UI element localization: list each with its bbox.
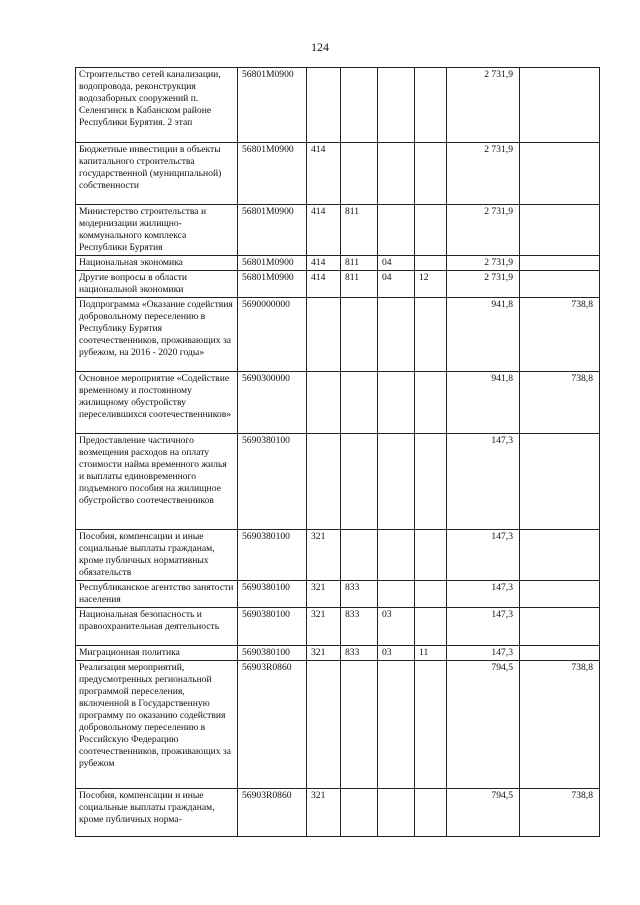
row-col-b [341, 789, 378, 837]
row-code: 5690300000 [238, 372, 307, 434]
row-col-d [415, 434, 447, 530]
row-code: 5690000000 [238, 298, 307, 372]
row-name: Пособия, компенсации и иные социальные выплаты гражданам, кроме публичных нормативных обязательств [76, 530, 238, 581]
row-col-c [378, 372, 415, 434]
row-code: 56801M0900 [238, 205, 307, 256]
row-code: 5690380100 [238, 608, 307, 646]
row-value-2 [520, 581, 600, 608]
row-col-c [378, 434, 415, 530]
row-code: 56903R0860 [238, 661, 307, 789]
row-col-c [378, 298, 415, 372]
row-code: 56801M0900 [238, 143, 307, 205]
row-code: 56903R0860 [238, 789, 307, 837]
row-col-c: 04 [378, 271, 415, 298]
row-col-b [341, 661, 378, 789]
row-value-2 [520, 143, 600, 205]
row-col-d [415, 372, 447, 434]
row-col-d [415, 581, 447, 608]
row-code: 5690380100 [238, 530, 307, 581]
row-col-a: 321 [307, 530, 341, 581]
row-code: 56801M0900 [238, 256, 307, 271]
table-row [76, 434, 600, 530]
row-col-a: 414 [307, 205, 341, 256]
row-col-a: 321 [307, 646, 341, 661]
row-value-2 [520, 68, 600, 143]
row-value-1: 147,3 [447, 530, 520, 581]
row-col-b [341, 68, 378, 143]
row-col-a [307, 68, 341, 143]
row-value-2: 738,8 [520, 661, 600, 789]
row-name: Министерство строительства и модернизации жилищно-коммунального комплекса Республики Бурятия [76, 205, 238, 256]
row-col-b: 833 [341, 581, 378, 608]
row-name: Другие вопросы в области национальной экономики [76, 271, 238, 298]
row-value-1: 2 731,9 [447, 68, 520, 143]
table-row [76, 256, 600, 271]
table-row [76, 68, 600, 143]
row-col-c [378, 143, 415, 205]
row-name: Подпрограмма «Оказание содействия добровольному переселению в Республику Бурятия соотечественников, проживающих за рубежом, на 2016 - 2020 годы» [76, 298, 238, 372]
row-name: Национальная безопасность и правоохранительная деятельность [76, 608, 238, 646]
row-col-d [415, 298, 447, 372]
page-number: 124 [311, 40, 329, 54]
row-col-d [415, 661, 447, 789]
row-code: 5690380100 [238, 434, 307, 530]
table-row [76, 646, 600, 661]
row-value-1: 2 731,9 [447, 256, 520, 271]
row-value-2 [520, 205, 600, 256]
row-col-b: 811 [341, 271, 378, 298]
row-value-2 [520, 646, 600, 661]
row-value-2 [520, 608, 600, 646]
row-col-d [415, 205, 447, 256]
row-name: Основное мероприятие «Содействие временному и постоянному жилищному обустройству переселившихся соотечественников» [76, 372, 238, 434]
table-row [76, 205, 600, 256]
table-row [76, 789, 600, 837]
row-name: Миграционная политика [76, 646, 238, 661]
row-name: Республиканское агентство занятости населения [76, 581, 238, 608]
row-col-d: 12 [415, 271, 447, 298]
row-name: Бюджетные инвестиции в объекты капитального строительства государственной (муниципальной) собственности [76, 143, 238, 205]
row-col-b [341, 143, 378, 205]
table-row [76, 372, 600, 434]
row-col-b: 833 [341, 608, 378, 646]
row-col-b [341, 434, 378, 530]
table-row [76, 298, 600, 372]
row-col-b: 811 [341, 205, 378, 256]
row-col-a [307, 661, 341, 789]
row-code: 5690380100 [238, 646, 307, 661]
row-name: Национальная экономика [76, 256, 238, 271]
row-value-2: 738,8 [520, 298, 600, 372]
row-name: Реализация мероприятий, предусмотренных региональной программой переселения, включенной в Государственную программу по оказанию содействия добровольному переселению в Российскую Федерацию соотечественников, проживающих за рубежом [76, 661, 238, 789]
row-col-c: 03 [378, 608, 415, 646]
row-col-c [378, 68, 415, 143]
table-row [76, 581, 600, 608]
row-name: Предоставление частичного возмещения расходов на оплату стоимости найма временного жилья и выплаты единовременного подъемного пособия на жилищное обустройство соотечественников [76, 434, 238, 530]
row-col-a: 321 [307, 789, 341, 837]
row-value-1: 2 731,9 [447, 271, 520, 298]
row-name: Пособия, компенсации и иные социальные выплаты гражданам, кроме публичных норма- [76, 789, 238, 837]
row-value-2 [520, 256, 600, 271]
row-value-2 [520, 434, 600, 530]
row-value-1: 2 731,9 [447, 205, 520, 256]
row-name: Строительство сетей канализации, водопровода, реконструкция водозаборных сооружений п. Селенгинск в Кабанском районе Республики Бурятия. 2 этап [76, 68, 238, 143]
row-col-d: 11 [415, 646, 447, 661]
row-col-a: 321 [307, 581, 341, 608]
row-col-d [415, 256, 447, 271]
row-value-1: 147,3 [447, 646, 520, 661]
row-col-b [341, 530, 378, 581]
row-col-c [378, 581, 415, 608]
row-col-a: 321 [307, 608, 341, 646]
row-col-b [341, 298, 378, 372]
row-col-c: 03 [378, 646, 415, 661]
row-code: 56801M0900 [238, 271, 307, 298]
row-col-b: 833 [341, 646, 378, 661]
row-col-c [378, 661, 415, 789]
row-col-c: 04 [378, 256, 415, 271]
row-col-d [415, 68, 447, 143]
row-value-1: 2 731,9 [447, 143, 520, 205]
row-value-2: 738,8 [520, 372, 600, 434]
table-row [76, 608, 600, 646]
row-col-b [341, 372, 378, 434]
row-value-1: 147,3 [447, 581, 520, 608]
row-value-1: 794,5 [447, 789, 520, 837]
row-col-b: 811 [341, 256, 378, 271]
row-value-2 [520, 271, 600, 298]
table-row [76, 661, 600, 789]
row-col-a [307, 372, 341, 434]
row-code: 56801M0900 [238, 68, 307, 143]
row-value-2 [520, 530, 600, 581]
row-col-c [378, 789, 415, 837]
row-col-a [307, 434, 341, 530]
row-value-1: 794,5 [447, 661, 520, 789]
row-value-2: 738,8 [520, 789, 600, 837]
row-col-a: 414 [307, 256, 341, 271]
table-row [76, 530, 600, 581]
row-value-1: 147,3 [447, 608, 520, 646]
row-col-d [415, 789, 447, 837]
row-col-a [307, 298, 341, 372]
table-row [76, 143, 600, 205]
row-col-d [415, 530, 447, 581]
row-col-d [415, 608, 447, 646]
row-value-1: 147,3 [447, 434, 520, 530]
row-col-c [378, 530, 415, 581]
row-col-a: 414 [307, 271, 341, 298]
row-col-c [378, 205, 415, 256]
row-value-1: 941,8 [447, 372, 520, 434]
row-col-d [415, 143, 447, 205]
row-value-1: 941,8 [447, 298, 520, 372]
budget-table [75, 67, 600, 837]
table-row [76, 271, 600, 298]
row-col-a: 414 [307, 143, 341, 205]
row-code: 5690380100 [238, 581, 307, 608]
